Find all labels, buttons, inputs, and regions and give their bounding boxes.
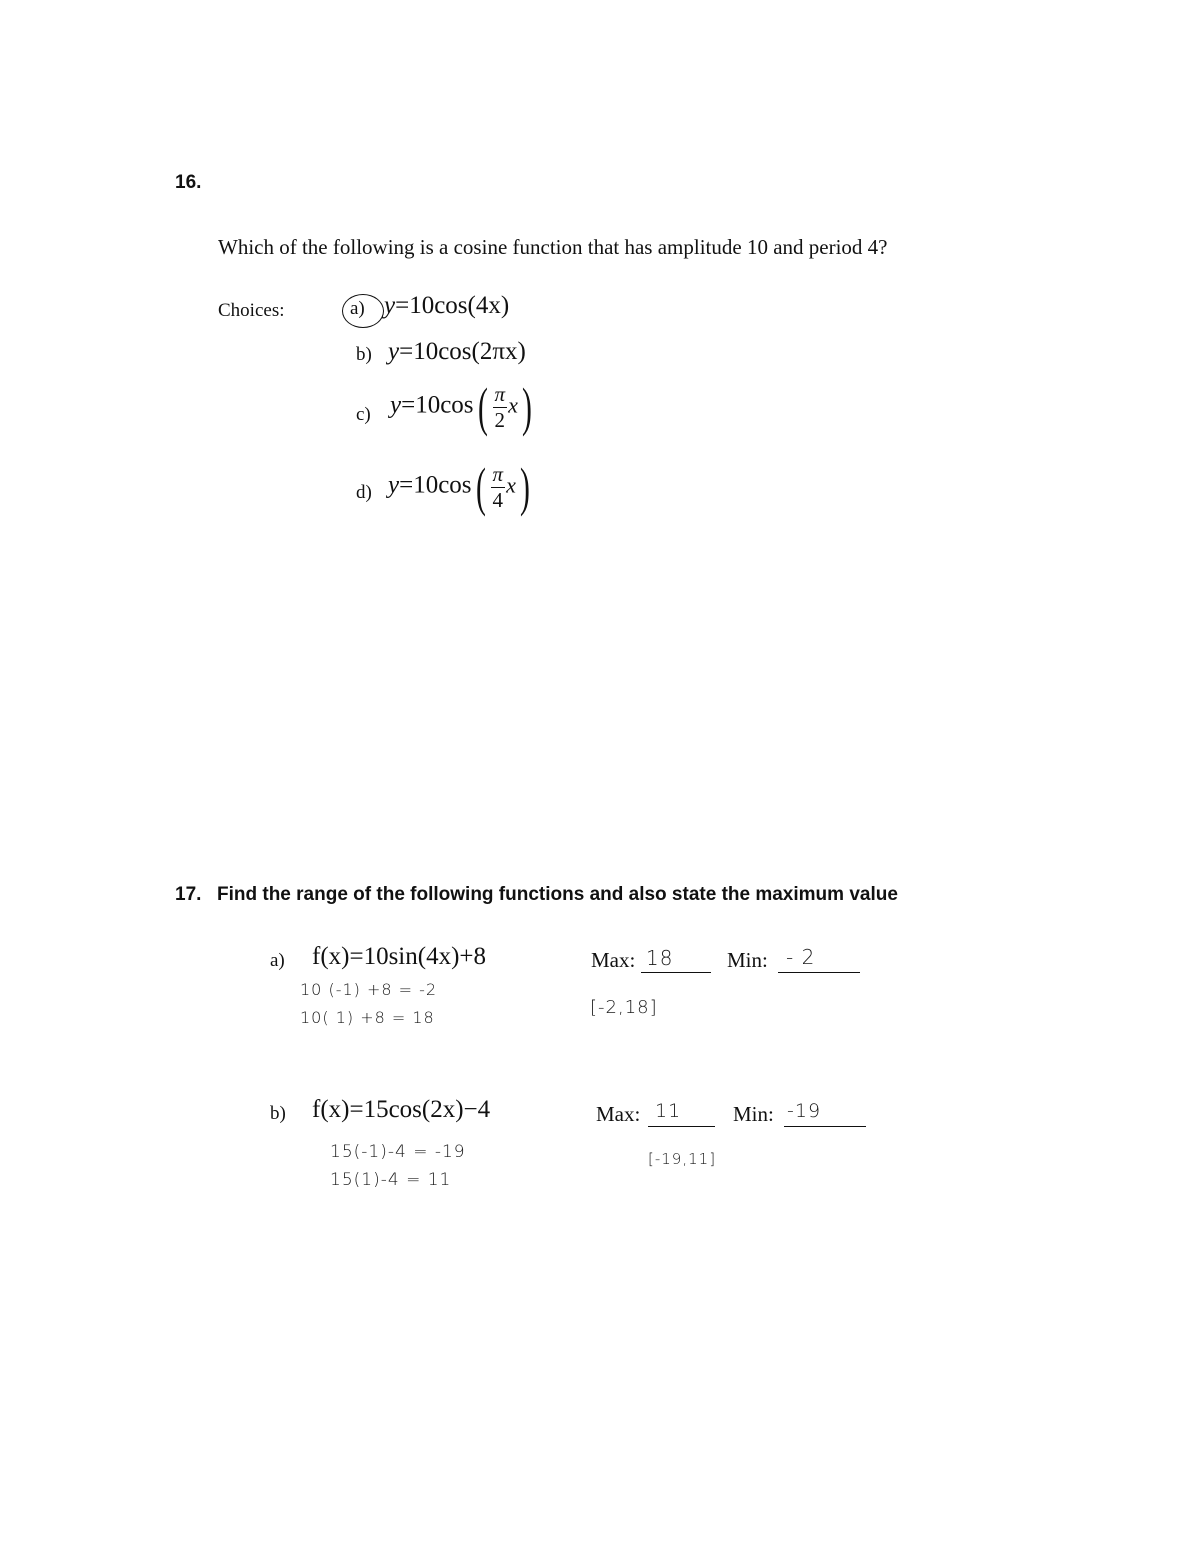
choice-a-label: a)	[350, 298, 365, 319]
question-16-text: Which of the following is a cosine function that has amplitude 10 and period 4?	[218, 235, 888, 259]
choice-a-arg: (4x)	[467, 292, 510, 319]
part-a-work-line-2: 10( 1) +8 = 18	[300, 1008, 435, 1027]
choice-a-lhs: y	[384, 292, 396, 319]
choice-b-equation[interactable]	[388, 338, 526, 366]
part-a-max-label: Max:	[591, 948, 636, 972]
choice-c-lhs: y	[390, 391, 402, 419]
choice-b-lhs: y	[388, 338, 400, 365]
choice-d-frac-num: π	[492, 461, 504, 486]
choice-d-open-paren: (	[475, 457, 486, 517]
part-a-min-blank	[778, 972, 860, 973]
choice-c-eq: =10cos	[401, 391, 474, 419]
choice-d-label: d)	[356, 482, 372, 503]
part-a-min-label: Min:	[727, 948, 768, 972]
choice-c-var: x	[508, 392, 518, 418]
part-a-range: [-2,18]	[590, 997, 658, 1018]
part-a-min-answer[interactable]: - 2	[786, 945, 816, 969]
part-a-max-answer[interactable]: 18	[646, 946, 674, 970]
choice-b-eq: =10cos	[399, 338, 472, 365]
part-b-function: f(x)=15cos(2x)−4	[312, 1096, 491, 1123]
part-b-max-label: Max:	[596, 1102, 641, 1126]
choice-d-fraction	[491, 461, 506, 512]
choice-d-close-paren: )	[519, 457, 530, 517]
choice-b-label: b)	[356, 344, 372, 365]
part-b-range: [-19,11]	[648, 1150, 717, 1168]
choice-d-lhs: y	[388, 471, 400, 499]
choice-c-label: c)	[356, 404, 371, 425]
choice-a-eq: =10cos	[395, 292, 468, 319]
choice-c-fraction	[493, 381, 508, 432]
part-b-work-line-2: 15(1)-4 = 11	[330, 1170, 452, 1190]
choices-label: Choices:	[218, 300, 285, 321]
question-16-number: 16.	[175, 172, 202, 193]
question-17-text: Find the range of the following functions and also state the maximum value	[217, 884, 898, 905]
choice-d-var: x	[506, 472, 516, 498]
part-a-function: f(x)=10sin(4x)+8	[312, 943, 486, 970]
choice-d-equation[interactable]	[388, 457, 534, 517]
choice-c-equation[interactable]	[390, 377, 536, 437]
choice-c-frac-den: 2	[494, 407, 506, 432]
question-17-number: 17.	[175, 884, 202, 905]
choice-c-close-paren: )	[521, 377, 532, 437]
part-b-min-blank	[784, 1126, 866, 1127]
choice-a-equation[interactable]	[384, 292, 509, 320]
part-b-label: b)	[270, 1103, 286, 1124]
choice-d-frac-den: 4	[492, 487, 504, 512]
part-b-max-answer[interactable]: 11	[655, 1100, 682, 1122]
part-a-label: a)	[270, 950, 285, 971]
part-b-work-line-1: 15(-1)-4 = -19	[330, 1142, 466, 1162]
part-b-min-label: Min:	[733, 1102, 774, 1126]
part-a-work-line-1: 10 (-1) +8 = -2	[300, 980, 438, 999]
part-b-min-answer[interactable]: -19	[787, 1100, 822, 1122]
choice-c-frac-num: π	[494, 381, 506, 406]
choice-b-arg: (2πx)	[471, 338, 526, 365]
choice-d-eq: =10cos	[399, 471, 472, 499]
part-a-max-blank	[641, 972, 711, 973]
part-b-max-blank	[648, 1126, 715, 1127]
choice-c-open-paren: (	[477, 377, 488, 437]
